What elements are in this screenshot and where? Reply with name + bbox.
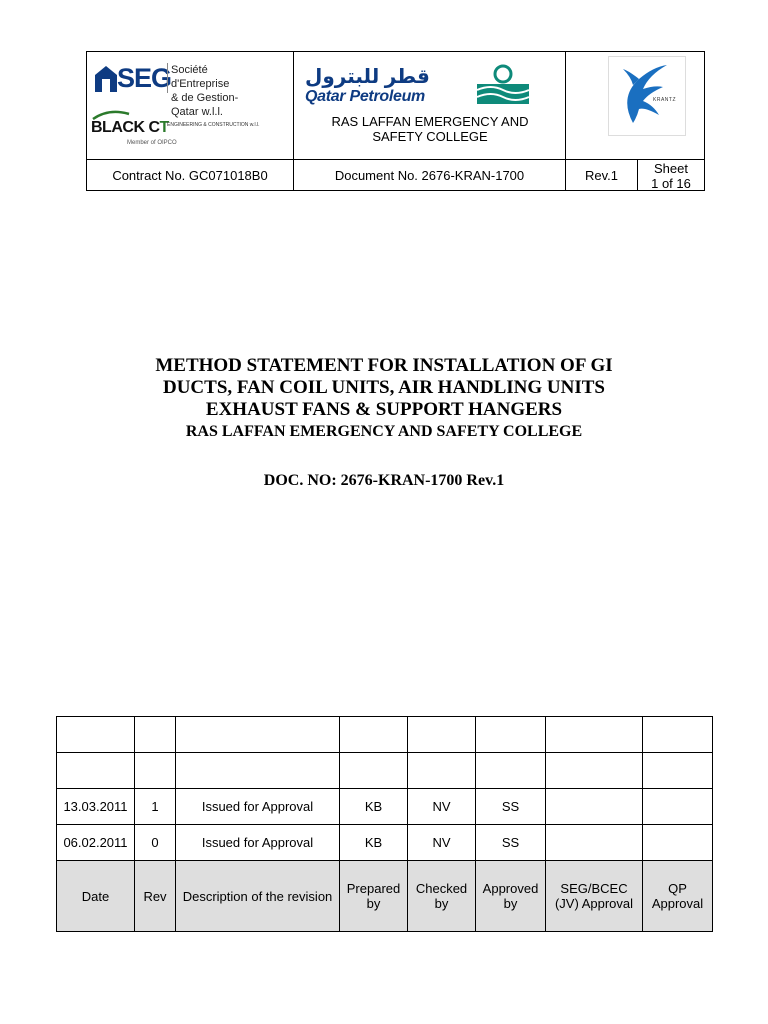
blackcat-mark: BLACK CT <box>91 119 169 136</box>
title-subtitle: RAS LAFFAN EMERGENCY AND SAFETY COLLEGE <box>185 423 583 440</box>
cell-description: Issued for Approval <box>176 789 340 825</box>
table-row <box>57 789 713 825</box>
cell-rev: 0 <box>135 825 176 861</box>
cell-description: Issued for Approval <box>176 825 340 861</box>
qp-arabic-name: قطر للبترول <box>305 66 430 88</box>
cell-qp-approval <box>643 789 713 825</box>
title-line1: METHOD STATEMENT FOR INSTALLATION OF GI <box>155 355 613 376</box>
header-rev: Rev <box>135 861 176 932</box>
seg-separator <box>167 63 168 93</box>
cell-seg-approval <box>546 789 643 825</box>
seg-house-icon <box>95 66 117 92</box>
contract-number: Contract No. GC071018B0 <box>112 168 268 183</box>
header-approved: Approved by <box>476 861 546 932</box>
sheet-line1: Sheet <box>654 160 688 176</box>
title-line2: DUCTS, FAN COIL UNITS, AIR HANDLING UNITS <box>162 377 605 398</box>
cell-qp-approval <box>643 825 713 861</box>
revision-table <box>56 716 713 932</box>
cell-date: 13.03.2011 <box>57 789 135 825</box>
document-number-title: DOC. NO: 2676-KRAN-1700 Rev.1 <box>263 472 505 489</box>
cell-approved: SS <box>476 789 546 825</box>
seg-name-line1: Société d'Entreprise <box>171 64 230 90</box>
document-number: Document No. 2676-KRAN-1700 <box>334 168 525 183</box>
header-prepared: Prepared by <box>340 861 408 932</box>
krantz-emblem-icon <box>609 57 685 135</box>
cell-seg-approval <box>546 825 643 861</box>
krantz-logo <box>608 56 686 136</box>
krantz-label: KRANTZ <box>653 97 676 103</box>
table-header-row <box>57 861 713 932</box>
college-line2: SAFETY COLLEGE <box>372 129 488 144</box>
title-line3: EXHAUST FANS & SUPPORT HANGERS <box>205 399 563 420</box>
seg-name-line2: & de Gestion-Qatar w.l.l. <box>171 92 239 118</box>
sheet-number <box>638 160 704 191</box>
qatar-petroleum-logo <box>301 62 541 108</box>
qp-name: Qatar Petroleum <box>305 88 425 105</box>
header-description: Description of the revision <box>176 861 340 932</box>
header-date: Date <box>57 861 135 932</box>
header-qp-approval: QP Approval <box>643 861 713 932</box>
document-header <box>86 51 705 191</box>
sheet-line2: 1 of 16 <box>651 175 691 191</box>
header-seg-approval: SEG/BCEC (JV) Approval <box>546 861 643 932</box>
college-line1: RAS LAFFAN EMERGENCY AND <box>331 114 529 129</box>
table-row <box>57 753 713 789</box>
blackcat-tagline: ENGINEERING & CONSTRUCTION w.l.l. <box>167 122 260 128</box>
cell-prepared: KB <box>340 825 408 861</box>
table-row <box>57 825 713 861</box>
cell-checked: NV <box>408 789 476 825</box>
blackcat-logo <box>91 110 261 152</box>
cell-checked: NV <box>408 825 476 861</box>
qp-emblem-icon <box>473 62 533 106</box>
cell-date: 06.02.2011 <box>57 825 135 861</box>
seg-logo <box>95 60 265 118</box>
table-row <box>57 717 713 753</box>
college-name <box>295 114 565 144</box>
revision-label: Rev.1 <box>585 168 618 183</box>
seg-mark: SEG <box>117 63 172 93</box>
document-title <box>84 355 684 442</box>
header-checked: Checked by <box>408 861 476 932</box>
cell-rev: 1 <box>135 789 176 825</box>
cell-prepared: KB <box>340 789 408 825</box>
cell-approved: SS <box>476 825 546 861</box>
blackcat-member-note: Member of OIPCO <box>127 140 177 146</box>
